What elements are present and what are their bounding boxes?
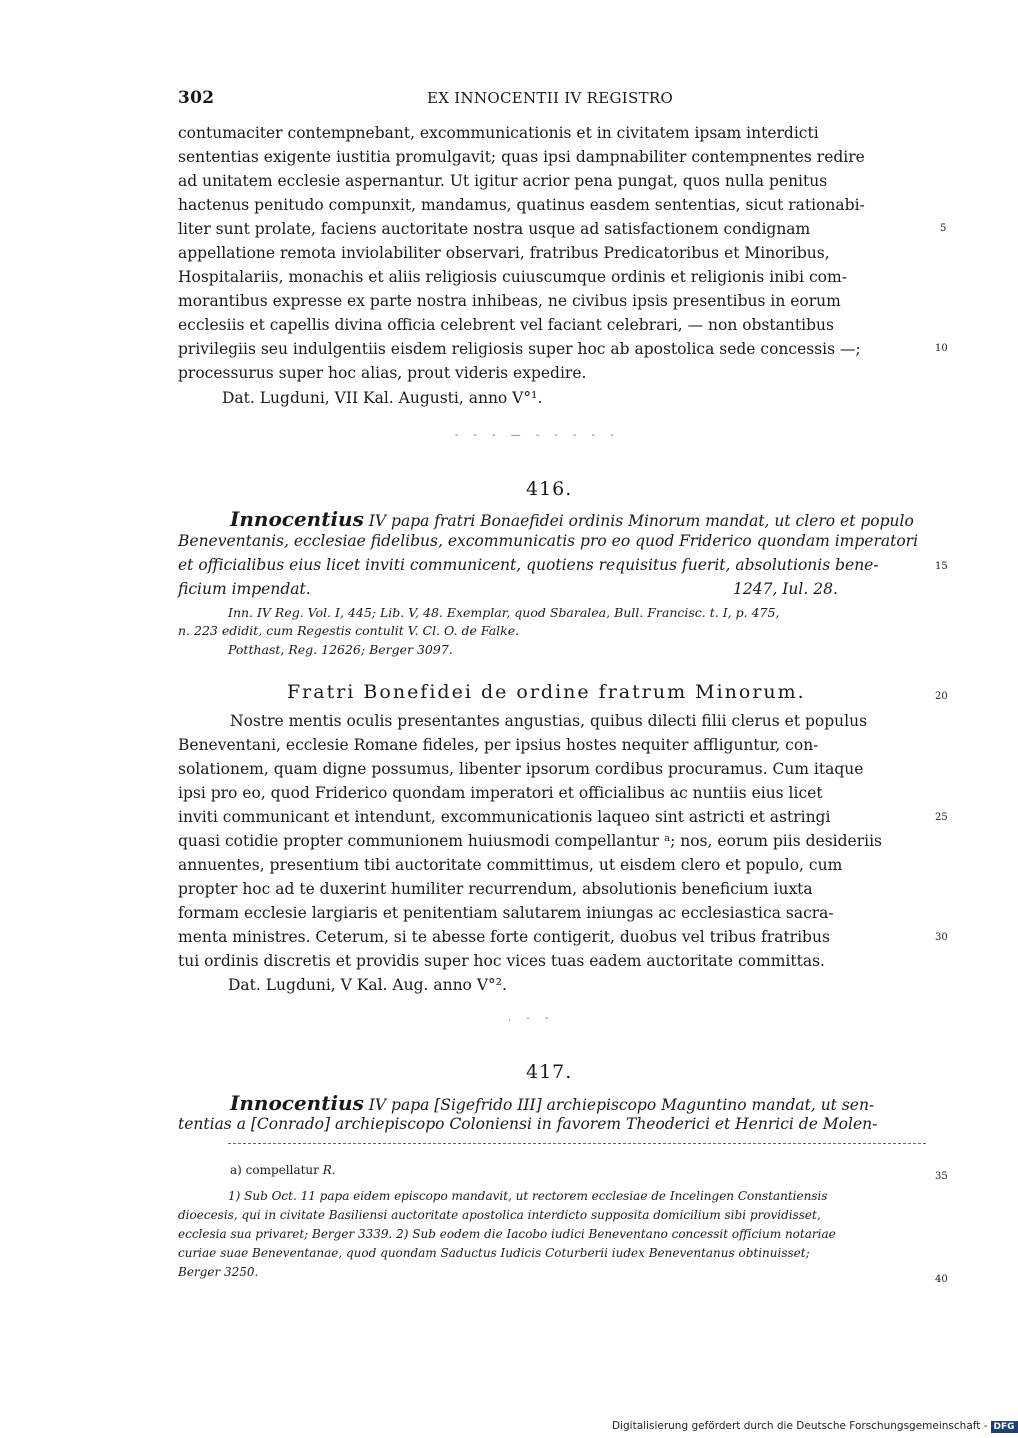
line-number: 30 <box>935 932 948 943</box>
text-line: liter sunt prolate, faciens auctoritate nostra usque ad satisfactionem condignam <box>178 220 811 238</box>
credit-text: Digitalisierung gefördert durch die Deutsche Forschungsgemeinschaft - <box>612 1420 988 1432</box>
footnote-line: ecclesia sua privaret; Berger 3339. 2) Sub eodem die Iacobo iudici Beneventano concessit officium notariae <box>178 1227 836 1241</box>
running-title: EX INNOCENTII IV REGISTRO <box>427 89 674 107</box>
text-line: processurus super hoc alias, prout videris expedire. <box>178 364 587 382</box>
source-line: Inn. IV Reg. Vol. I, 445; Lib. V, 48. Exemplar, quod Sbaralea, Bull. Francisc. t. I, p. 475, <box>228 605 780 620</box>
line-number: 5 <box>940 223 947 234</box>
line-number: 20 <box>935 691 948 702</box>
section-separator: - - - — - - - - - <box>455 430 620 441</box>
footnote-line: 1) Sub Oct. 11 papa eidem episcopo mandavit, ut rectorem ecclesiae de Incelingen Constantiensis <box>228 1189 828 1203</box>
digitization-credit <box>612 1420 1018 1433</box>
text-line: quasi cotidie propter communionem huiusmodi compellantur ᵃ; nos, eorum piis desideriis <box>178 832 882 850</box>
text-line: inviti communicant et intendunt, excommunicationis laqueo sint astricti et astringi <box>178 808 831 826</box>
summary-line <box>230 507 914 531</box>
source-line: n. 223 edidit, cum Regestis contulit V. Cl. O. de Falke. <box>178 623 520 638</box>
footnote-line: curiae suae Beneventanae, quod quondam Saductus Iudicis Coturberii iudex Beneventanus obtinuisset; <box>178 1246 810 1260</box>
source-line: Potthast, Reg. 12626; Berger 3097. <box>228 642 453 657</box>
line-number: 35 <box>935 1171 948 1182</box>
text-line: contumaciter contempnebant, excommunicationis et in civitatem ipsam interdicti <box>178 124 819 142</box>
line-number: 40 <box>935 1274 948 1285</box>
summary-text: IV papa [Sigefrido III] archiepiscopo Maguntino mandat, ut sen- <box>363 1096 875 1114</box>
text-line: Beneventani, ecclesie Romane fideles, per ipsius hostes nequiter affliguntur, con- <box>178 736 819 754</box>
document-number: 417. <box>526 1061 573 1083</box>
footnote-siglum: R. <box>322 1163 336 1177</box>
text-line: propter hoc ad te duxerint humiliter recurrendum, absolutionis beneficium iuxta <box>178 880 813 898</box>
initial-word: Innocentius <box>230 1091 364 1115</box>
text-line: tui ordinis discretis et providis super hoc vices tuas eadem auctoritate committas. <box>178 952 825 970</box>
summary-line: et officialibus eius licet inviti communicent, quotiens requisitus fuerit, absolutionis bene- <box>178 556 879 574</box>
text-line: privilegiis seu indulgentiis eisdem religiosis super hoc ab apostolica sede concessis —; <box>178 340 861 358</box>
section-separator: . - - <box>508 1013 555 1024</box>
text-line: ecclesiis et capellis divina officia celebrent vel faciant celebrari, — non obstantibus <box>178 316 834 334</box>
summary-line: Beneventanis, ecclesiae fidelibus, excommunicatis pro eo quod Friderico quondam imperatori <box>178 532 919 550</box>
text-line: ad unitatem ecclesie aspernantur. Ut igitur acrior pena pungat, quos nulla penitus <box>178 172 828 190</box>
line-number: 10 <box>935 343 948 354</box>
document-date: 1247, Iul. 28. <box>733 580 838 598</box>
line-number: 25 <box>935 812 948 823</box>
footnote-text: compellatur <box>245 1163 319 1177</box>
footnote-line: Berger 3250. <box>178 1265 259 1279</box>
address-heading: Fratri Bonefidei de ordine fratrum Minorum. <box>287 681 806 703</box>
summary-line: tentias a [Conrado] archiepiscopo Coloniensi in favorem Theoderici et Henrici de Molen- <box>178 1115 878 1133</box>
document-number: 416. <box>526 478 573 500</box>
summary-line <box>230 1091 874 1115</box>
dating-clause: Dat. Lugduni, V Kal. Aug. anno V°². <box>228 976 507 994</box>
initial-word: Innocentius <box>230 507 364 531</box>
summary-text: IV papa fratri Bonaefidei ordinis Minorum mandat, ut clero et populo <box>363 512 914 530</box>
text-line: formam ecclesie largiaris et penitentiam salutarem iniungas ac ecclesiastica sacra- <box>178 904 834 922</box>
text-line: hactenus penitudo compunxit, mandamus, quatinus easdem sententias, sicut rationabi- <box>178 196 865 214</box>
page-number: 302 <box>178 88 215 108</box>
text-line: Nostre mentis oculis presentantes angustias, quibus dilecti filii clerus et populus <box>230 712 868 730</box>
text-line: ipsi pro eo, quod Friderico quondam imperatori et officialibus ac nuntiis eius licet <box>178 784 823 802</box>
footnote-mark: a) <box>230 1163 242 1177</box>
footnote-a <box>230 1163 336 1177</box>
text-line: solationem, quam digne possumus, libenter ipsorum cordibus procuramus. Cum itaque <box>178 760 864 778</box>
text-line: morantibus expresse ex parte nostra inhibeas, ne civibus ipsis presentibus in eorum <box>178 292 841 310</box>
summary-line: ficium impendat. <box>178 580 311 598</box>
footnote-rule <box>228 1143 926 1144</box>
text-line: sententias exigente iustitia promulgavit; quas ipsi dampnabiliter contempnentes redire <box>178 148 865 166</box>
text-line: Hospitalariis, monachis et aliis religiosis cuiuscumque ordinis et religionis inibi com- <box>178 268 847 286</box>
footnote-line: dioecesis, qui in civitate Basiliensi auctoritate apostolica interdicto supposita domicilium sibi providisset, <box>178 1208 821 1222</box>
dfg-logo: DFG <box>991 1421 1018 1433</box>
text-line: menta ministres. Ceterum, si te abesse forte contigerit, duobus vel tribus fratribus <box>178 928 830 946</box>
text-line: appellatione remota inviolabiliter observari, fratribus Predicatoribus et Minoribus, <box>178 244 830 262</box>
text-line: annuentes, presentium tibi auctoritate committimus, ut eisdem clero et populo, cum <box>178 856 843 874</box>
dating-clause: Dat. Lugduni, VII Kal. Augusti, anno V°¹. <box>222 389 543 407</box>
line-number: 15 <box>935 561 948 572</box>
